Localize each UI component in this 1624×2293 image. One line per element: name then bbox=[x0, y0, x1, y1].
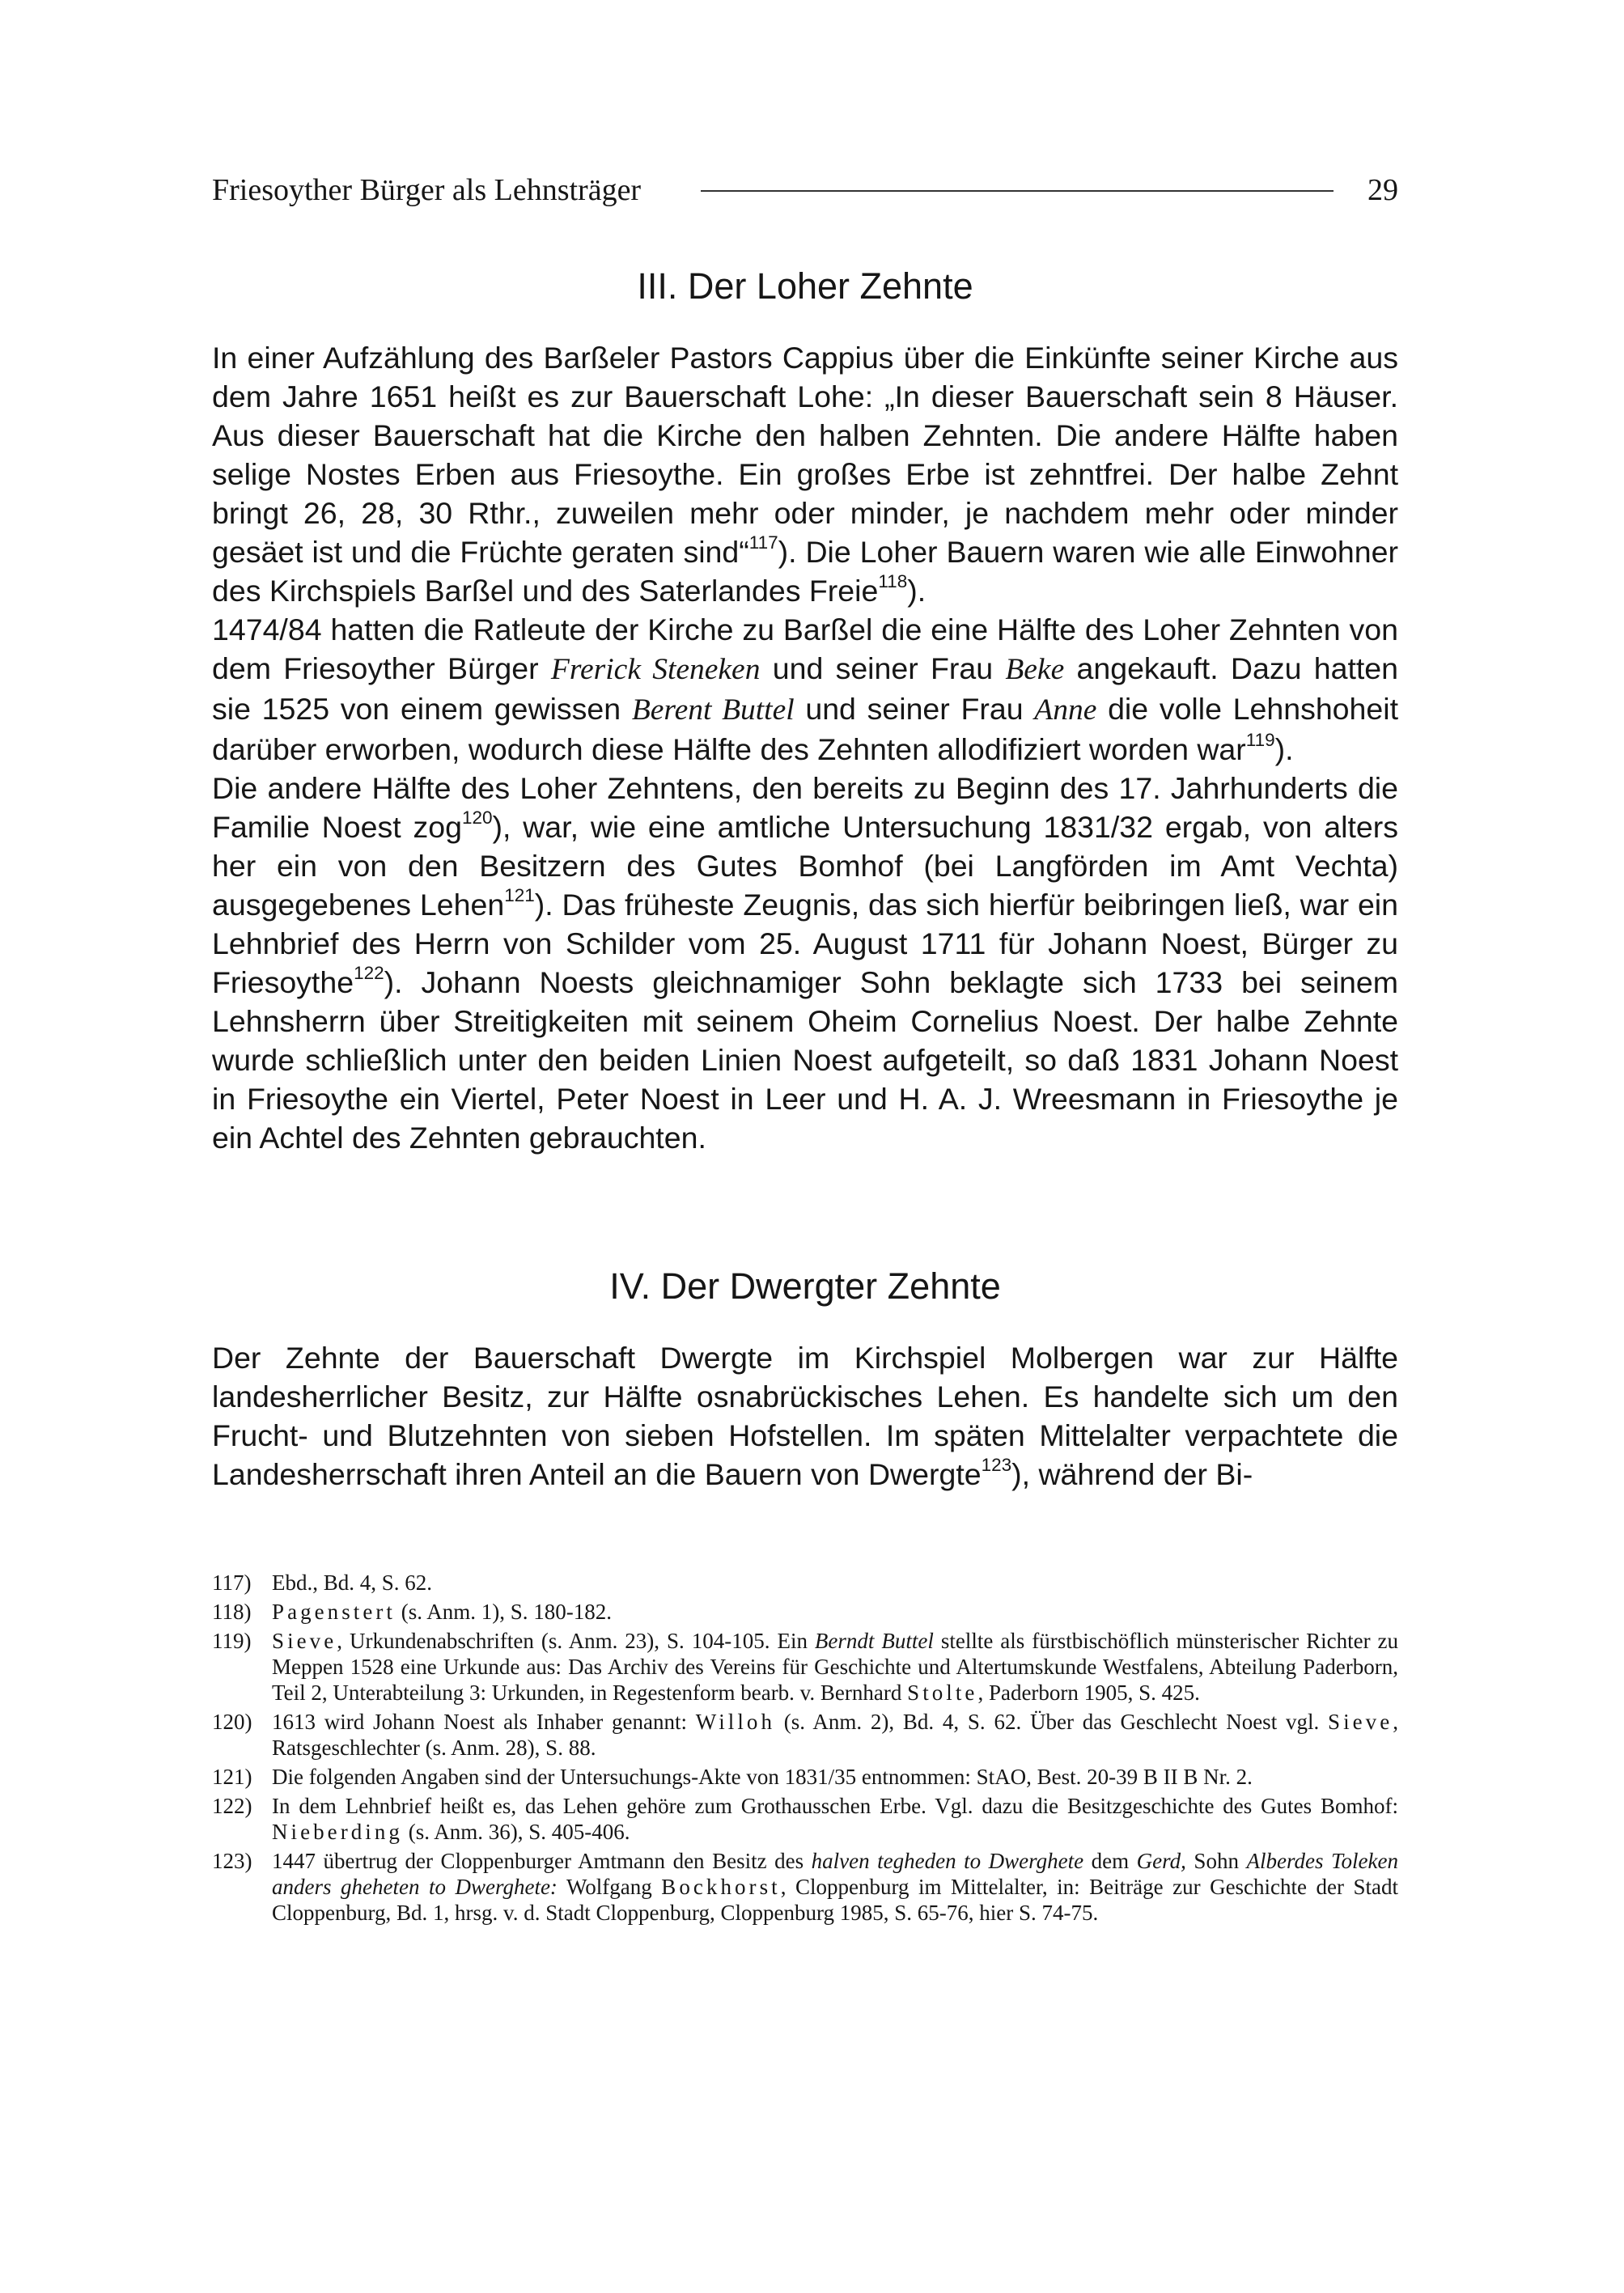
footnote-number: 120) bbox=[212, 1710, 252, 1734]
text-run: die volle Lehnshoheit darüber erworben, wodurch diese Hälfte des Zehnten allodifiziert worden war bbox=[212, 692, 1399, 766]
text-run: dem bbox=[1083, 1849, 1137, 1873]
section-heading-iii: III. Der Loher Zehnte bbox=[637, 265, 973, 307]
text-run: Sohn bbox=[1185, 1849, 1247, 1873]
footnote-text bbox=[272, 1599, 1398, 1625]
footnote-text bbox=[272, 1570, 1398, 1596]
paragraph bbox=[212, 769, 1398, 1157]
footnote-ref: 123 bbox=[981, 1455, 1012, 1476]
footnote-ref: 120 bbox=[461, 807, 493, 829]
text-run: Der Zehnte der Bauerschaft Dwergte im Kirchspiel Molbergen war zur Hälfte landesherrlicher Besitz, zur Hälfte osnabrückisches Lehen. Es handelte sich um den Frucht- und Blutzehnten von sieben Hofstellen. Im späten Mittelalter verpachtete die Landesherrschaft ihren Anteil an die Bauern von Dwergte bbox=[212, 1341, 1398, 1491]
footnote-122 bbox=[212, 1793, 1398, 1845]
paragraph bbox=[212, 1338, 1398, 1494]
text-run: ). bbox=[1274, 732, 1294, 766]
person-name: Alberdes Toleken anders gheheten to Dwerghete: bbox=[272, 1849, 1398, 1899]
author-name: Nieberding bbox=[272, 1820, 403, 1844]
footnote-text bbox=[272, 1709, 1398, 1761]
person-name: Berndt Buttel bbox=[814, 1629, 934, 1653]
person-name: Gerd, bbox=[1136, 1849, 1186, 1873]
section-heading-iv: IV. Der Dwergter Zehnte bbox=[609, 1265, 1001, 1307]
author-name: Sieve bbox=[272, 1629, 337, 1653]
text-run: 1613 wird Johann Noest als Inhaber genannt: bbox=[272, 1710, 696, 1734]
text-run: stellte als fürstbischöflich münsterischer Richter zu Meppen 1528 eine Urkunde aus: Das Archiv des Vereins für Geschichte und Altertumskunde Westfalens, Abteilung Paderborn, Teil 2, Unterabteilung 3: Urkunden, in Regestenform bearb. v. Bernhard bbox=[272, 1629, 1399, 1705]
footnote-121 bbox=[212, 1764, 1398, 1790]
footnote-text bbox=[272, 1848, 1398, 1926]
footnote-ref: 119 bbox=[1245, 730, 1275, 751]
footnote-ref: 117 bbox=[748, 532, 778, 553]
footnote-117 bbox=[212, 1570, 1398, 1596]
author-name: Willoh bbox=[695, 1710, 776, 1734]
section-body-iii bbox=[212, 338, 1398, 1157]
paragraph bbox=[212, 338, 1398, 610]
author-name: Stolte bbox=[907, 1681, 978, 1705]
text-run: ), während der Bi- bbox=[1011, 1457, 1253, 1491]
footnote-119 bbox=[212, 1628, 1398, 1706]
person-name: Anne bbox=[1034, 693, 1097, 727]
text-run: (s. Anm. 1), S. 180-182. bbox=[395, 1600, 612, 1624]
footnote-ref: 118 bbox=[878, 571, 908, 592]
text-run: ). Das früheste Zeugnis, das sich hierfür beibringen ließ, war ein Lehnbrief des Herrn von Schilder vom 25. August 1711 für Johann Noest, Bürger zu Friesoythe bbox=[212, 888, 1398, 999]
text-run: Die folgenden Angaben sind der Untersuchungs-Akte von 1831/35 entnommen: StAO, Best. 20-39 B II B Nr. 2. bbox=[272, 1765, 1253, 1789]
section-body-iv bbox=[212, 1338, 1398, 1494]
page-number: 29 bbox=[1367, 173, 1398, 207]
footnote-text bbox=[272, 1793, 1398, 1845]
text-run: , Ratsgeschlechter (s. Anm. 28), S. 88. bbox=[272, 1710, 1398, 1760]
text-run: , Paderborn 1905, S. 425. bbox=[977, 1681, 1200, 1705]
text-run: ), war, wie eine amtliche Untersuchung 1831/32 ergab, von alters her ein von den Besitzern des Gutes Bomhof (bei Langförden im Amt Vechta) ausgegebenes Lehen bbox=[212, 810, 1398, 922]
footnote-text bbox=[272, 1764, 1398, 1790]
running-head-rule bbox=[701, 190, 1334, 192]
text-run: angekauft. Dazu hatten sie 1525 von einem gewissen bbox=[212, 651, 1398, 726]
footnote-number: 117) bbox=[212, 1570, 252, 1595]
text-run: und seiner Frau bbox=[794, 692, 1035, 726]
text-run: und seiner Frau bbox=[760, 651, 1006, 685]
text-run: ). bbox=[907, 574, 926, 608]
text-run: ). Die Loher Bauern waren wie alle Einwohner des Kirchspiels Barßel und des Saterlandes Freie bbox=[212, 535, 1398, 608]
footnotes bbox=[212, 1570, 1398, 1929]
person-name: Berent Buttel bbox=[631, 693, 795, 727]
text-run: In einer Aufzählung des Barßeler Pastors Cappius über die Einkünfte seiner Kirche aus dem Jahre 1651 heißt es zur Bauerschaft Lohe: „In dieser Bauerschaft sein 8 Häuser. Aus dieser Bauerschaft hat die Kirche den halben Zehnten. Die andere Hälfte haben selige Nostes Erben aus Friesoythe. Ein großes Erbe ist zehntfrei. Der halbe Zehnt bringt 26, 28, 30 Rthr., zuweilen mehr oder minder, je nachdem mehr oder minder gesäet ist und die Früchte geraten sind“ bbox=[212, 341, 1398, 569]
running-head-title: Friesoyther Bürger als Lehnsträger bbox=[212, 173, 642, 207]
footnote-ref: 121 bbox=[504, 885, 535, 906]
text-run: Ebd., Bd. 4, S. 62. bbox=[272, 1570, 433, 1595]
text-run: 1474/84 hatten die Ratleute der Kirche zu Barßel die eine Hälfte des Loher Zehnten von dem Friesoyther Bürger bbox=[212, 612, 1398, 685]
author-name: Sieve bbox=[1328, 1710, 1393, 1734]
person-name: Beke bbox=[1005, 653, 1065, 686]
text-run: In dem Lehnbrief heißt es, das Lehen gehöre zum Grothausschen Erbe. Vgl. dazu die Besitzgeschichte des Gutes Bomhof: bbox=[272, 1794, 1398, 1818]
text-run: Wolfgang bbox=[557, 1875, 662, 1899]
footnote-number: 118) bbox=[212, 1600, 252, 1624]
person-name: Frerick Steneken bbox=[550, 653, 761, 686]
footnote-number: 122) bbox=[212, 1794, 252, 1818]
text-run: (s. Anm. 36), S. 405-406. bbox=[402, 1820, 630, 1844]
footnote-number: 119) bbox=[212, 1629, 252, 1653]
text-run: , Urkundenabschriften (s. Anm. 23), S. 104-105. Ein bbox=[337, 1629, 815, 1653]
footnote-120 bbox=[212, 1709, 1398, 1761]
author-name: Pagenstert bbox=[272, 1600, 396, 1624]
text-run: Die andere Hälfte des Loher Zehntens, den bereits zu Beginn des 17. Jahrhunderts die Familie Noest zog bbox=[212, 771, 1398, 844]
footnote-number: 123) bbox=[212, 1849, 252, 1873]
footnote-118 bbox=[212, 1599, 1398, 1625]
footnote-text bbox=[272, 1628, 1398, 1706]
text-run: ). Johann Noests gleichnamiger Sohn beklagte sich 1733 bei seinem Lehnsherrn über Streitigkeiten mit seinem Oheim Cornelius Noest. Der halbe Zehnte wurde schließlich unter den beiden Linien Noest aufgeteilt, so daß 1831 Johann Noest in Friesoythe ein Viertel, Peter Noest in Leer und H. A. J. Wreesmann in Friesoythe je ein Achtel des Zehnten gebrauchten. bbox=[212, 965, 1398, 1155]
footnote-ref: 122 bbox=[354, 963, 384, 984]
text-run: 1447 übertrug der Cloppenburger Amtmann den Besitz des bbox=[272, 1849, 812, 1873]
author-name: Bockhorst bbox=[661, 1875, 781, 1899]
footnote-number: 121) bbox=[212, 1765, 252, 1789]
paragraph bbox=[212, 610, 1398, 769]
quoted-term: halven tegheden to Dwerghete bbox=[811, 1849, 1084, 1873]
footnote-123 bbox=[212, 1848, 1398, 1926]
text-run: , Cloppenburg im Mittelalter, in: Beiträge zur Geschichte der Stadt Cloppenburg, Bd. 1, hrsg. v. d. Stadt Cloppenburg, Cloppenburg 1985, S. 65-76, hier S. 74-75. bbox=[272, 1875, 1399, 1925]
text-run: (s. Anm. 2), Bd. 4, S. 62. Über das Geschlecht Noest vgl. bbox=[775, 1710, 1328, 1734]
running-head bbox=[212, 170, 1398, 210]
